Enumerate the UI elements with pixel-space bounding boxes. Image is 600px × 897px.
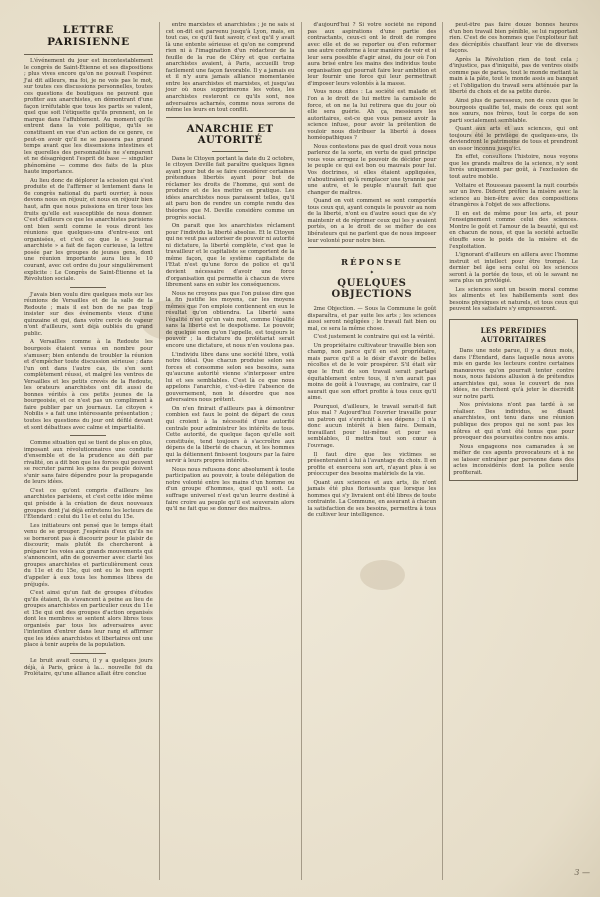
heading-quelques-objections: QUELQUES OBJECTIONS — [331, 278, 413, 301]
divider — [166, 117, 295, 118]
page-margin-note: 3 — — [574, 868, 590, 877]
divider — [24, 54, 153, 55]
paragraph: d'aujourd'hui ? Si votre société ne répond pas aux aspirations d'une partie des contractants, ceux-ci ont le droit de rompre avec elle et de se reporter ou d'en reformer une autre conforme à leur manière de voir et si leur sera possible d'agir ainsi, du jour où l'on aura brisé entre les mains des individus toute organisation qui pourrait faire leur ambition et leur fournir une force qui leur permettrait d'imposer leurs volontés à la masse. — [307, 22, 437, 87]
paragraph: Au lieu donc de déplorer la scission qui s'est produite et de l'affirmer si lentement dans le 6e congrès national du parti ouvrier, à nous devons nous en réjouir, et nous en réjouir bien haut, afin que nous puissions en tirer tous les fruits qu'elle est susceptible de nous donner. C'est d'ailleurs ce que les anarchistes parisiens ont bien senti comme le vous diront les réunions que quelques-uns d'entre-eux ont organisées, et c'est ce que le « Journal anarchiste » a fait de façon curieuse, la lettre posée par les groupes de jeunes gens, dont une réunion importante aura lieu le 10 courant, avec cet ordre du jour singulièrement explicite : Le Congrès de Saint-Étienne et la Révolution sociale. — [24, 177, 153, 283]
paragraph: C'est ce qu'ont compris d'ailleurs les anarchistes parisiens, et c'est cette idée même qui préside à la création de deux nouveaux groupes dont j'ai déjà entretenu les lecteurs de l'Étendard : celui du 11e et celui du 15e. — [24, 487, 153, 521]
paragraph: Dans une note parue, il y a deux mois, dans l'Étendard, dans laquelle nous avons mis en garde les lecteurs contre certaines manœuvres qu'on pourrait tenter contre nous, nous faisions allusion à de prétendus anarchistes qui, sous le couvert de nos idées, ne cherchent qu'à jeter le discrédit sur notre parti. — [453, 347, 574, 400]
paragraph: Vous nous dites : La société est malade et l'on a le droit de lui mettre la camisole de force, et on ne la lui retirera que du jour où elle sera guérie. Ah ça, messieurs les autoritaires, est-ce que vous pensez avoir la science infuse, pour avoir la prétention de vouloir nous distribuer la liberté à doses homéopathiques ? — [307, 89, 437, 142]
paragraph: Quant aux sciences et aux arts, ils n'ont jamais été plus florissants que lorsque les hommes qui s'y livraient ont été libres de toute contrainte. La Commune, en assurant à chacun la satisfaction de ses besoins, permettra à tous de cultiver leur intelligence. — [307, 479, 437, 519]
divider — [212, 151, 248, 152]
paragraph: C'est ainsi qu'un fait de groupes d'études qu'ils étaient, ils s'avancent à peine au lieu de groupes anarchistes en particulier ceux du 11e et 15e qui ont des groupes d'action organisés dont les membres se sentent alors libres tous organisés par tous les adversaires avec l'intention d'entrer dans leur rang et affirmer que les idées anarchistes et libertaires ont une place à tenir auprès de la population. — [24, 590, 153, 649]
divider — [308, 247, 437, 248]
paragraph: On parait que les anarchistes réclament pour l'individu la liberté absolue. Et le Citoyen qui ne veut pas autoriser de pouvoir ni autorité ni dictature, la liberté complète, c'est que le travailleur et le capitaliste se comportent de la même façon, que le système capitaliste de l'Etat n'est qu'une force de police et qu'il devient nécessaire d'avoir une force d'organisation qui permette à chacun de vivre librement sans en subir les conséquences. — [165, 223, 295, 289]
column-1 — [18, 22, 160, 880]
paragraph: Comme situation qui se tient de plus en plus, imposant aux révolutionnaires une conduite d'ensemble et de la prudence au défi par rivalité, on a dit bon que les forces qui peuvent se recruter parmi les gens du peuple doivent s'unir sans faire dépendre pour la propagande de leurs idées. — [24, 440, 153, 486]
paragraph: C'est justement le contraire qui est la vérité. — [313, 334, 435, 341]
divider — [70, 287, 106, 288]
column-3 — [302, 22, 444, 880]
paragraph: Les initiateurs ont pensé que le temps était venu de se grouper. J'espérais d'eux qu'ils ne se borneront pas à discourir pour le plaisir de discourir, mais plutôt ils chercheront à préparer les voies aux grands mouvements qui s'annoncent, afin de gouverner avec clarté les groupes anarchistes et particulièrement ceux du 11e et du 15e, qui ont eu le bon esprit d'appeler à eux tous les hommes libres de préjugés. — [24, 522, 153, 588]
paragraph: J'avais bien voulu dire quelques mots sur les réunions de Versailles et de la salle de la Redoute ; mais il est bon de ne pas trop insister sur des événements vieux d'une quinzaine et qui, dans votre cercle de vapeur n'ont d'ailleurs, sont déjà oubliés du grand public. — [24, 291, 153, 337]
paragraph: Quant aux arts et aux sciences, qui ont toujours été le privilège de quelques-uns, ils deviendront le patrimoine de tous et prendront un essor inconnu jusqu'ici. — [449, 126, 578, 152]
heading-perfidies-autoritaires: LES PERFIDIES AUTORITAIRES — [480, 325, 547, 344]
paragraph: L'événement du jour est incontestablement le congrès de Saint-Étienne et ses dispositions ; plus vives encore qu'on ne pouvait l'espérer. J'ai dit ailleurs, ma foi, je ne vois pas le mot, sur toutes ces discussions personnelles, toutes ces questions de boutiques ne peuvent que profiter aux anarchistes, en démontrant d'une façon irréfutable que tous les partis se valent, quel que soit l'étiquette qu'ils prennent, on le marque dans l'affublement. Au moment qu'ils entrent dans la voie politique, qu'ils se constituent en vue d'un action de ce genre, ce peut-on avoir qu'il ne se passera pas grand temps avant que les dissensions intestines et les querelles des personnalités ne s'emparent et ne désagrègent l'esprit de base — singulier phénomène — comme des faits de la plus haute importance. — [24, 58, 153, 176]
paragraph: Voltaire et Rousseau passent la nuit courbés sur un livre. Diderot préfère la misère avec la science au bien-être avec des compositions étrangères à l'objet de ses affections. — [449, 182, 578, 209]
paragraph: Nous ne croyons pas que l'on puisse dire que la fin justifie les moyens, car les moyens mêmes que l'on emploie contiennent en eux le résultat qu'on obtiendra. La liberté sans l'égalité n'est qu'un vain mot, comme l'égalité sans la liberté est le despotisme. Le pouvoir, de quelque nom qu'on l'appelle, est toujours le pouvoir ; la dictature du prolétariat serait encore une dictature, et nous n'en voulons pas. — [165, 290, 295, 349]
paragraph: Il faut dire que les victimes se présenteraient à lui à l'avantage du choix. Il en profite et exercera son art, n'ayant plus à se préoccuper des besoins matériels de la vie. — [307, 451, 437, 478]
paragraph: A Versailles comme à la Redoute les bourgeois étaient venus en nombre pour s'amuser; bien entendu de troubler la réunion et d'empêcher toute discussion sérieuse ; dans l'un ont dans l'autre cas, ils s'en sont complètement réussi, et malgré les ventres de Versailles et les petits crevés de la Redoute, les orateurs anarchistes ont dit aussi de bonnes vérités à ces petits jeunes de la bourgeoisie, et ce n'est pas un compliment à faire publier par un journaux. Le citoyen « Nobilis » a fait une intéressante présentation ; toutes les questions du jour ont défilé devant et sont débattues avec calme et impartialité. — [24, 339, 153, 431]
heading-anarchie-et-autorite: ANARCHIE ET AUTORITÉ — [186, 123, 274, 146]
paragraph: 2me Objection. — Sous la Commune le goût disparaîtra, et par suite les arts ; les sciences aussi seront négligées ; le travail fait bien ou mal, ce sera la même chose. — [307, 306, 437, 332]
heading-lettre-parisienne: LETTRE PARISIENNE — [47, 24, 130, 48]
paragraph: Nos prévisions n'ont pas tardé à se réaliser. Des individus, se disant anarchistes, ont tenu dans une réunion publique des propos qui ne sont pas les nôtres et qui n'ont été tenus que pour provoquer des poursuites contre nos amis. — [453, 402, 574, 442]
paragraph: Il en est de même pour les arts, et pour l'enseignement comme celui des sciences. Montre le goût et l'amour de la beauté, qui est en chacun de nous, et que la société actuelle étouffe sous le poids de la misère et de l'exploitation. — [449, 210, 578, 250]
heading-separator: ✦ — [369, 270, 375, 277]
paragraph: Ainsi plus de paresseux, non de ceux que le bourgeois qualifie tel, mais de ceux qui sont nos sœurs, nos frères, tout le corps de son parti socialement semblable. — [449, 98, 578, 124]
paragraph: L'ignorant d'ailleurs en aillera avec l'homme instruit et intellect pour être trompé. Le dernier bel âge sera celui où les sciences seront à la portée de tous, et où le savant ne sera plus un privilégié. — [449, 252, 578, 285]
paragraph: Pourquoi, d'ailleurs, le travail serait-il fait plus mal ? Aujourd'hui l'ouvrier travaille pour un patron qui s'enrichit à ses dépens ; il n'a donc aucun intérêt à bien faire. Demain, travaillant pour lui-même et pour ses semblables, il mettra tout son cœur à l'ouvrage. — [307, 403, 437, 449]
paragraph: Un propriétaire cultivateur travaille bien son champ, non parce qu'il en est propriétaire, mais parce qu'il a le désir d'avoir de belles récoltes et de le voir prospérer. S'il était sûr que le fruit de son travail serait partagé équitablement entre tous, il n'en aurait pas moins de goût à l'ouvrage, au contraire, car il saurait que son effort profite à tous ceux qu'il aime. — [307, 342, 437, 402]
paragraph: Nous contestons pas de quel droit vous nous parlerez de la sorte, en vertu de quel principe vous vous arrogez le pouvoir de décider pour le peuple ce qui est bon ou mauvais pour lui. Vos doctrines, si elles étaient appliquées, n'aboutiraient qu'à remplacer une tyrannie par une autre, et le peuple n'aurait fait que changer de maîtres. — [307, 143, 437, 196]
paragraph: peut-être pas faire douze bonnes heures d'un bon travail bien pénible, se lui rapportant rien. C'est de ces hommes que l'exploiteur fait des décrépités chauffant leur vie de diverses façons. — [449, 22, 578, 55]
column-layout — [18, 22, 584, 880]
paragraph: En effet, consultons l'histoire, nous voyons que les grands maîtres de la science, n'y sont livrés uniquement par goût, à l'exclusion de tout autre mobile. — [449, 154, 578, 181]
paragraph: Dans le Citoyen portant la date du 2 octobre, le citoyen Deville fait paraître quelques lignes ayant pour but de se faire considérer certaines prétendues libertés ayant pour but de réclamer les droits de l'homme, qui sont de produire et de les mettre en pratique. Les idées anarchistes nous paraissent telles, qu'il ait paru bon de rendre un compte rendu des théories que M. Deville considère comme un progrès social. — [165, 155, 295, 221]
perfidies-box — [449, 319, 578, 481]
closing-paragraph: Le bruit avait couru, il y a quelques jours déjà, à Paris, grâce à la... nouvelle fol du Prolétaire, qu'une alliance allait être conclue — [24, 658, 153, 678]
paragraph: Les sciences sont un besoin moral comme les aliments et les habillements sont des besoins physiques et naturels, et tous ceux qui peuvent les satisfaire s'y empresseront. — [449, 286, 578, 313]
column-4 — [443, 22, 584, 880]
paragraph: Nous nous refusons donc absolument à toute participation au pouvoir, à toute délégation de notre volonté entre les mains d'un homme ou d'un groupe d'hommes, quel qu'il soit. Le suffrage universel n'est qu'un leurre destiné à faire croire au peuple qu'il est souverain alors qu'il ne fait que se donner des maîtres. — [165, 466, 295, 513]
heading-reponse: RÉPONSE — [341, 258, 403, 269]
paragraph: Après la Révolution rien de tout cela ; d'injustice, pas d'iniquité, pas de ventres oisifs comme pas de parias, tout le monde mettant la main à la pâte, tout le monde assis au banquet ; et l'obligation du travail sera atténuée par la liberté du choix et de sa petite durée. — [449, 56, 578, 96]
paragraph: entre marxistes et anarchistes ; je ne sais si cet on-dit est parvenu jusqu'à Lyon, mais, en tout cas, ce qu'il faut savoir, c'est qu'il y avait là une entente sérieuse et qu'on ne comprend rien ni à l'imagination d'un rédacteur de la feuille de la rue de Cléry et que certains anarchistes avaient, à Paris, accueilli trop facilement une façon favorable. Il y a jamais eu et il n'y aura jamais alliance momentanée entre les anarchistes et marxistes, et jusqu'au jour où nous supprimerons les votes, les anarchistes resteront ce qu'ils sont, nos adversaires acharnés, comme nous serons de même les leurs en tout conflit. — [165, 22, 295, 114]
paragraph: On n'en finirait d'ailleurs pas à démontrer combien est faux le point de départ de ceux qui croient à la nécessité d'une autorité centrale pour administrer les intérêts de tous. Cette autorité, de quelque façon qu'elle soit constituée, tend toujours à s'accroître aux dépens de la liberté de chacun, et les hommes qui la détiennent finissent toujours par la faire servir à leurs propres intérêts. — [165, 405, 295, 465]
divider — [70, 653, 106, 654]
paragraph: Nous engageons nos camarades à se méfier de ces agents provocateurs et à ne se laisser entraîner par personne dans des actes inconsidérés dont la police seule profiterait. — [453, 443, 574, 476]
column-2 — [160, 22, 302, 880]
divider — [70, 435, 106, 436]
paragraph: L'individu libre dans une société libre, voilà notre idéal. Que chacun produise selon ses forces et consomme selon ses besoins, sans qu'aucune autorité vienne s'interposer entre lui et ses semblables. C'est là ce que nous appelons l'anarchie, c'est-à-dire l'absence de gouvernement, non le désordre que nos adversaires nous prêtent. — [165, 351, 295, 404]
paragraph: Quand on voit comment se sont comportés tous ceux qui, ayant conquis le pouvoir au nom de la liberté, n'ont eu d'autre souci que de s'y maintenir et de réprimer ceux qui les y avaient portés, on a le droit de se méfier de ces libérateurs qui ne parlent que de nous imposer leur volonté pour notre bien. — [307, 198, 437, 244]
